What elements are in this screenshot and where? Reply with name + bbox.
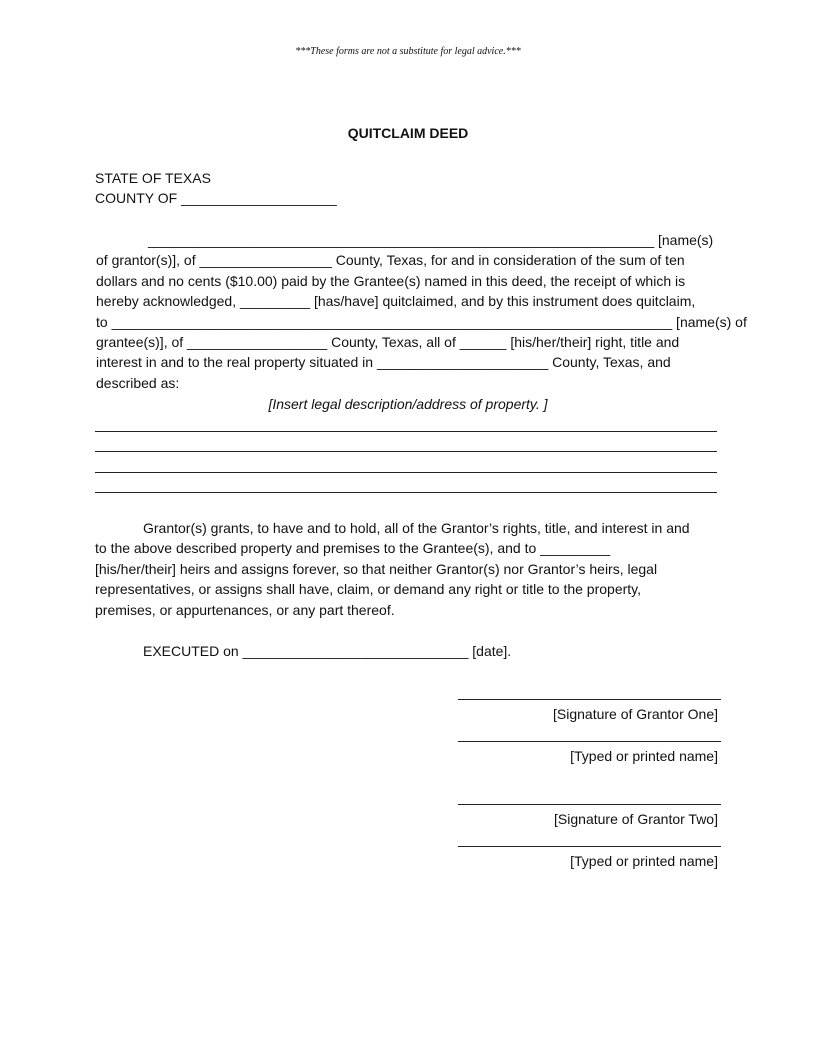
description-rule-3 bbox=[95, 472, 717, 473]
county-line: COUNTY OF ____________________ bbox=[95, 190, 337, 206]
para1-line-3: dollars and no cents ($10.00) paid by the Grantee(s) named in this deed, the receipt of which is bbox=[96, 273, 686, 289]
para1-line-8: described as: bbox=[96, 375, 180, 391]
para1-line-7: interest in and to the real property situated in ______________________ County, Texas, and bbox=[96, 354, 671, 370]
legal-disclaimer: ***These forms are not a substitute for legal advice.*** bbox=[295, 46, 521, 57]
para1-line-6: grantee(s)], of __________________ County, Texas, all of ______ [his/her/their] right, title and bbox=[96, 334, 680, 350]
para2-line-4: representatives, or assigns shall have, claim, or demand any right or title to the property, bbox=[95, 581, 642, 597]
description-rule-1 bbox=[95, 431, 717, 432]
para1-line-4: hereby acknowledged, _________ [has/have] quitclaimed, and by this instrument does quitclaim, bbox=[96, 293, 696, 309]
description-rule-2 bbox=[95, 451, 717, 452]
document-title: QUITCLAIM DEED bbox=[347, 125, 469, 141]
para2-line-2: to the above described property and premises to the Grantee(s), and to _________ bbox=[95, 540, 611, 556]
grantor-one-name-label: [Typed or printed name] bbox=[570, 748, 718, 764]
para1-line-5: to ________________________________________________________________________ [name(s) of bbox=[96, 314, 747, 330]
executed-date-line: EXECUTED on _____________________________ [date]. bbox=[143, 643, 512, 659]
grantor-two-signature-line bbox=[458, 804, 721, 805]
state-line: STATE OF TEXAS bbox=[95, 170, 211, 186]
legal-description-placeholder: [Insert legal description/address of property. ] bbox=[268, 396, 548, 412]
para2-line-3: [his/her/their] heirs and assigns forever, so that neither Grantor(s) nor Grantor’s heirs, legal bbox=[95, 561, 658, 577]
grantor-two-signature-label: [Signature of Grantor Two] bbox=[554, 811, 718, 827]
grantor-two-name-line bbox=[458, 846, 721, 847]
grantor-one-name-line bbox=[458, 741, 721, 742]
para1-line-2: of grantor(s)], of _________________ County, Texas, for and in consideration of the sum of ten bbox=[96, 252, 685, 268]
para2-line-5: premises, or appurtenances, or any part thereof. bbox=[95, 602, 395, 618]
grantor-one-signature-label: [Signature of Grantor One] bbox=[553, 706, 718, 722]
para2-line-1: Grantor(s) grants, to have and to hold, all of the Grantor’s rights, title, and interest in and bbox=[143, 520, 690, 536]
para1-line-1: _________________________________________________________________ [name(s) bbox=[148, 232, 714, 248]
description-rule-4 bbox=[95, 492, 717, 493]
grantor-one-signature-line bbox=[458, 699, 721, 700]
grantor-two-name-label: [Typed or printed name] bbox=[570, 853, 718, 869]
